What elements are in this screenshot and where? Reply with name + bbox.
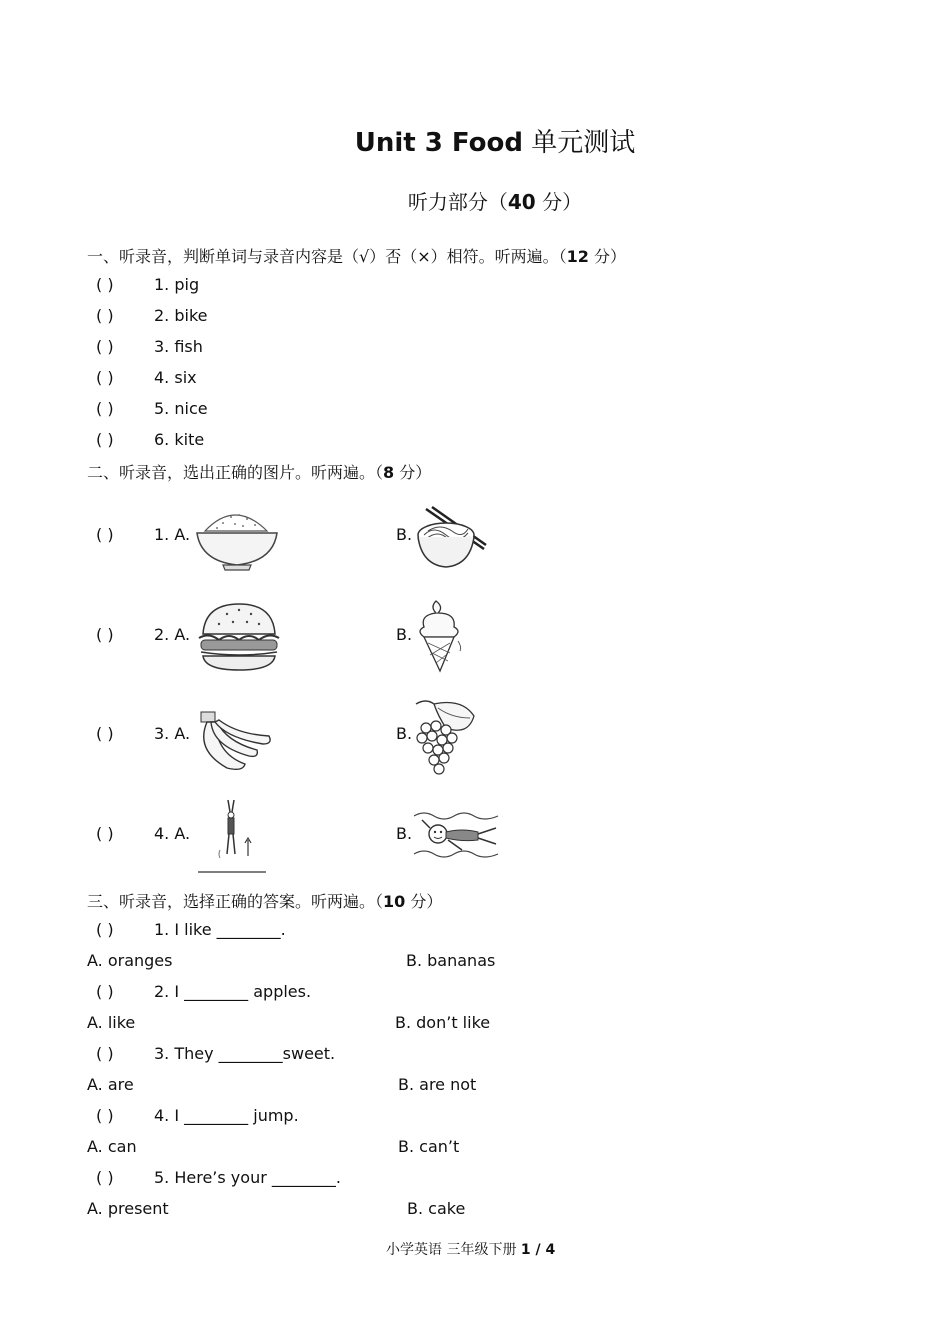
section2-heading: 二、听录音，选出正确的图片。听两遍。（8 分） [87,463,432,482]
list-item: B. [396,724,413,743]
list-item: ( ) 3. fish [96,337,203,356]
section1-heading: 一、听录音，判断单词与录音内容是（√）否（×）相符。听两遍。（12 分） [87,247,626,266]
option-a: A. present [87,1199,169,1218]
option-b: B. bananas [406,951,496,970]
option-a: A. like [87,1013,136,1032]
swimming-person-icon [412,806,500,864]
option-a: A. oranges [87,951,173,970]
grapes-icon [412,698,478,776]
list-item: ( ) 4. I ________ jump. [96,1106,299,1125]
option-b: B. are not [398,1075,477,1094]
option-b: B. don’t like [395,1013,491,1032]
option-b: B. cake [407,1199,466,1218]
list-item: ( ) 2. A. [96,625,191,644]
list-item: ( ) 1. A. [96,525,191,544]
list-item: ( ) 3. A. [96,724,191,743]
page-footer: 小学英语 三年级下册 1 / 4 [386,1242,556,1258]
option-a: A. are [87,1075,134,1094]
section3-heading: 三、听录音，选择正确的答案。听两遍。（10 分） [87,892,443,911]
list-item: B. [396,625,413,644]
list-item: ( ) 3. They ________sweet. [96,1044,336,1063]
option-b: B. can’t [398,1137,460,1156]
section-heading-listening: 听力部分（40 分） [407,190,583,214]
list-item: ( ) 1. pig [96,275,200,294]
list-item: ( ) 4. A. [96,824,191,843]
list-item: ( ) 2. bike [96,306,208,325]
noodles-bowl-icon [412,505,488,571]
list-item: ( ) 1. I like ________. [96,920,286,939]
list-item: ( ) 4. six [96,368,197,387]
list-item: ( ) 6. kite [96,430,205,449]
jumping-person-icon [196,798,268,874]
list-item: B. [396,525,413,544]
list-item: ( ) 5. Here’s your ________. [96,1168,341,1187]
bananas-icon [193,710,273,772]
page-title: Unit 3 Food 单元测试 [354,128,636,158]
option-a: A. can [87,1137,137,1156]
list-item: ( ) 2. I ________ apples. [96,982,312,1001]
list-item: ( ) 5. nice [96,399,208,418]
hamburger-icon [197,602,281,672]
list-item: B. [396,824,413,843]
rice-bowl-icon [195,505,279,571]
ice-cream-icon [414,597,468,673]
